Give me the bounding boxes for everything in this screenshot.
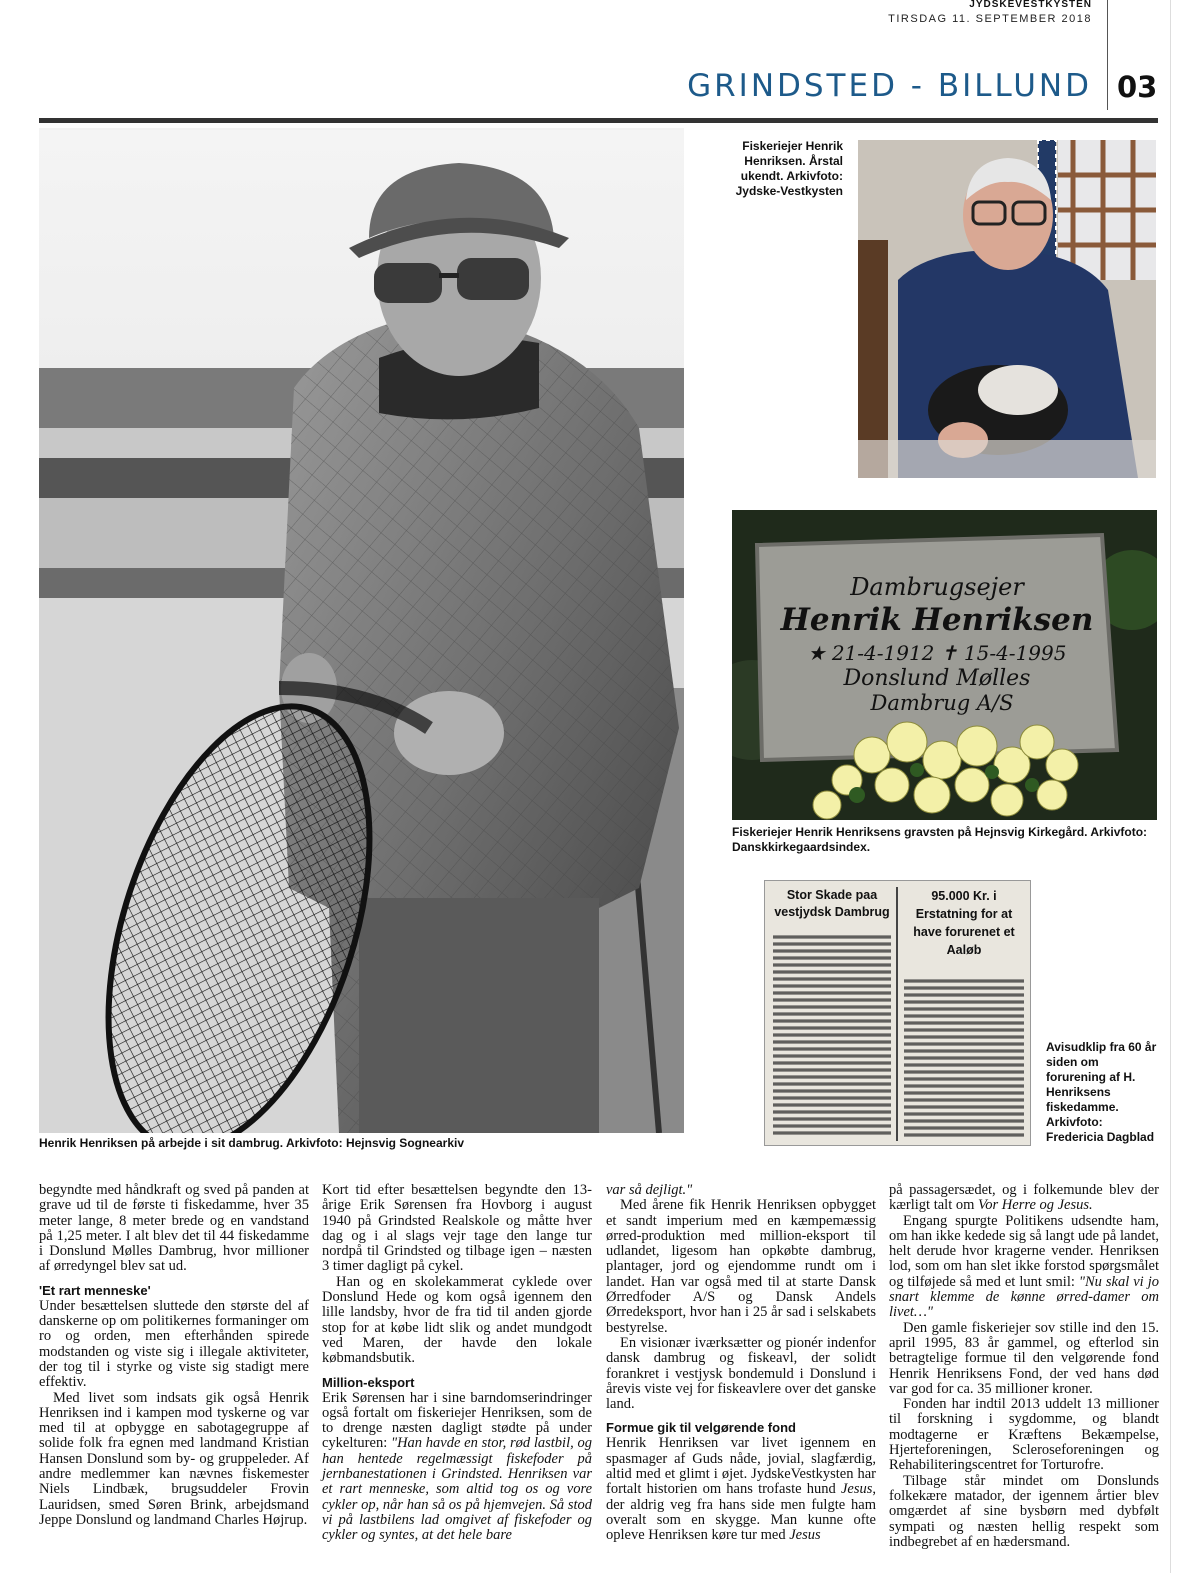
article-column-1 (39, 1183, 309, 1528)
paragraph: begyndte med håndkraft og sved på panden at grave ud til de første ti fiskedamme, hver 35 meter lange, 8 meter brede og en vandstand på 1,25 meter. I alt blev det til 44 fiskedamme i Donslund Mølles Dambrug, hvor millioner af ørredyngel blev sat ud. (39, 1182, 309, 1275)
paragraph (606, 1436, 876, 1543)
gravestone-line-3: ★ 21-4-1912 ✝ 15-4-1995 (807, 641, 1067, 665)
paragraph-lead: Henrik Henriksen var livet igennem en spasmager af Guds nåde, jovial, slagfærdig, altid med et glimt i øjet. JydskeVestkysten har fortalt historien om hans trofaste hund (606, 1435, 876, 1498)
portrait-caption: Fiskeriejer Henrik Henriksen. Årstal ukendt. Arkivfoto: Jydske-Vestkysten (735, 139, 843, 198)
quote: "Nu skal vi jo snart klemme de kønne ørred-damer om livet…" (889, 1273, 1159, 1321)
section-title: GRINDSTED - BILLUND (687, 68, 1092, 104)
paragraph-tail: , der aldrig veg fra hans side men fulgte ham overalt som en skygge. Man kunne ofte opleve Henriksen køre tur med (606, 1481, 876, 1544)
article-column-2 (322, 1183, 592, 1544)
paragraph (606, 1183, 876, 1198)
paragraph: Med livet som indsats gik også Henrik Henriksen ind i kampen mod tyskerne og var med til at opbygge en sabotagegruppe af solide folk fra egnen med landmand Kristian Hansen Donslund som by- og gruppeleder. Af andre medlemmer kan nævnes fiskemester Niels Lindbæk, brugsuddeler Frovin Lauridsen, smed Søren Brink, arbejdsmand Jeppe Donslund og landmand Charles Højrup. (39, 1389, 309, 1528)
subheading: 'Et rart menneske' (39, 1282, 151, 1298)
gravestone-photo (732, 510, 1157, 820)
article-column-4 (889, 1183, 1159, 1550)
masthead (888, 0, 1092, 25)
gravestone-line-4: Donslund Mølles (843, 666, 1031, 691)
clipping-right-headline: 95.000 Kr. i Erstatning for at have forurenet et Aaløb (913, 889, 1015, 957)
paper-name: JYDSKEVESTKYSTEN (969, 0, 1092, 10)
paragraph: Med årene fik Henrik Henriksen opbygget et sandt imperium med en kæmpemæssig ørred-produktion med million-eksport til udlandet, ligesom han opkøbte dambrug, plantager, jord og ejendomme rundt om i landet. Han var også med til at starte Dansk Ørredfoder A/S og Dansk Andels Ørredeksport, hvor han i 25 år sad i selskabets bestyrelse. (606, 1197, 876, 1336)
page-number: 03 (1117, 70, 1158, 104)
newspaper-clipping (764, 880, 1031, 1146)
paragraph (889, 1183, 1159, 1214)
clipping-body-text (773, 933, 1024, 1141)
clipping-left-headline: Stor Skade paa vestjydsk Dambrug (774, 888, 890, 919)
quote: "Han havde en stor, rød lastbil, og han hentede regelmæssigt fiskefoder på jernbanestationen i Grindsted. Henriksen var et rart menneske, som altid tog os og vore cykler op, når han så os på hjemvejen. Så stod vi på lastbilens lad omgivet af fiskefoder og cykler og syntes, at det hele bare (322, 1435, 592, 1544)
paragraph: Han og en skolekammerat cyklede over Donslund Hede og kom også igennem den lille landsby, hvor de fra tid til anden gjorde stop for at købe lidt slik og andet mundgodt ved Maren, der havde den lokale købmandsbutik. (322, 1273, 592, 1367)
quote: var så dejligt." (606, 1182, 693, 1198)
portrait-photo (858, 140, 1156, 478)
article-column-3 (606, 1183, 876, 1544)
paragraph: Tilbage står mindet om Donslunds folkekære matador, der igennem årtier blev omgærdet af sine bysbørn med dybfølt sympati og næsten hellig respekt som indbegrebet af en hædersmand. (889, 1472, 1159, 1550)
gravestone-caption: Fiskeriejer Henrik Henriksens gravsten på Hejnsvig Kirkegård. Arkivfoto: Danskkirkegaardsindex. (732, 825, 1148, 854)
paragraph: Under besættelsen sluttede den største del af danskerne op om politikernes formaninger om ro og orden, men efterhånden spirede modstanden og viste sig i illegale aktiviteter, der tog til i styrke og viste sig stadigt mere effektiv. (39, 1297, 309, 1391)
gravestone-line-1: Dambrugsejer (850, 573, 1024, 601)
paragraph-lead: Erik Sørensen har i sine barndomserindringer også fortalt om fiskeriejer Henriksen, som de to drenge næsten dagligt stødte på under cykelturen: (322, 1389, 592, 1452)
paragraph: Fonden har indtil 2013 uddelt 13 millioner til forskning i sygdomme, og blandt modtagerne er Kræftens Bekæmpelse, Hjerteforeningen, Scleroseforeningen og Rehabiliteringscentret for Torturofre. (889, 1396, 1159, 1474)
paragraph: Kort tid efter besættelsen begyndte den 13-årige Erik Sørensen fra Hovborg i august 1940 på Grindsted Realskole og måtte hver dag og i al slags vejr tage den lange tur nordpå til Grindsted og tilbage igen – næsten 3 timer dagligt på cykel. (322, 1182, 592, 1275)
gravestone-line-2: Henrik Henriksen (780, 602, 1094, 638)
gravestone-line-5: Dambrug A/S (870, 691, 1014, 715)
paragraph: En visionær iværksætter og pionér indenfor dansk dambrug og fiskeavl, der solidt forankret i vestjysk bondemuld i Donslund i årevis viste vej for fiskeavlere over det ganske land. (606, 1334, 876, 1413)
page-edge (1170, 0, 1200, 1573)
main-photo-caption: Henrik Henriksen på arbejde i sit dambrug. Arkivfoto: Hejnsvig Sognearkiv (39, 1136, 465, 1150)
subheading: Million-eksport (322, 1374, 415, 1390)
dog-name: Jesus (789, 1527, 821, 1544)
header-rule (39, 118, 1158, 123)
quote: Vor Herre og Jesus. (978, 1197, 1093, 1214)
paragraph-lead: Engang spurgte Politikens udsendte ham, om han ikke kedede sig så langt ude på landet, helt derude hvor kragerne vender. Henriksen lod, som om han slet ikke forstod spørgsmålet og tilføjede så med et lunt smil: (889, 1212, 1159, 1290)
subheading: Formue gik til velgørende fond (606, 1420, 796, 1436)
clipping-caption: Avisudklip fra 60 år siden om forurening af H. Henriksens fiskedamme. Arkivfoto: Fredericia Dagblad (1046, 1040, 1157, 1144)
issue-date: TIRSDAG 11. SEPTEMBER 2018 (888, 13, 1092, 25)
header-divider (1107, 0, 1108, 110)
paragraph (889, 1214, 1159, 1321)
paragraph: Den gamle fiskeriejer sov stille ind den 15. april 1995, 83 år gammel, og efterlod sin betragtelige formue til den velgørende fond Henrik Henriksens Fond, der ved hans død var god for ca. 35 millioner kroner. (889, 1319, 1159, 1397)
paragraph-lead: på passagersædet, og i folkemunde blev der kærligt talt om (889, 1182, 1159, 1214)
main-photo (39, 128, 684, 1133)
paragraph (322, 1391, 592, 1544)
dog-name: Jesus (840, 1481, 873, 1498)
